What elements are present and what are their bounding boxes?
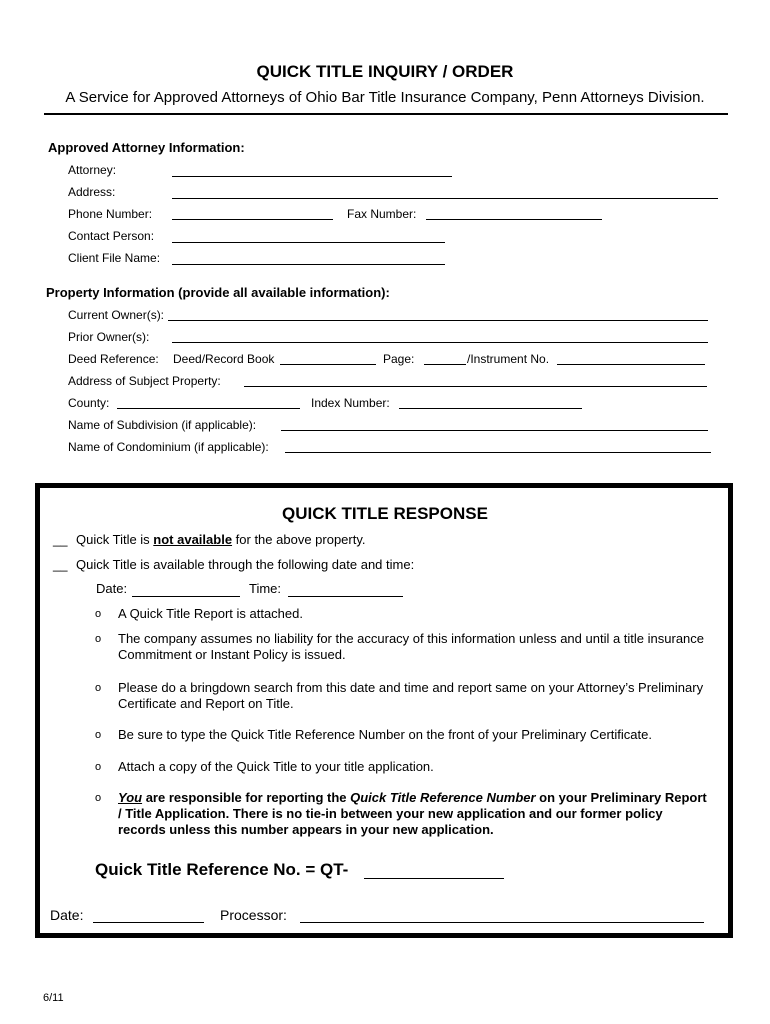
address-label: Address:	[68, 185, 116, 199]
prior-owner-label: Prior Owner(s):	[68, 330, 150, 344]
subject-address-field[interactable]	[244, 386, 707, 387]
bullet-marker: o	[95, 633, 102, 645]
phone-field[interactable]	[172, 219, 333, 220]
condominium-field[interactable]	[285, 452, 711, 453]
page-label: Page:	[383, 352, 415, 366]
bullet-no-liability: The company assumes no liability for the accuracy of this information unless and until a title insurance Commitment or Instant Policy is issued.	[118, 631, 705, 662]
available-text: Quick Title is available through the following date and time:	[76, 557, 415, 572]
bullet-type-reference: Be sure to type the Quick Title Reference Number on the front of your Preliminary Certificate.	[118, 727, 652, 742]
subdivision-label: Name of Subdivision (if applicable):	[68, 418, 257, 432]
footer-date-field[interactable]	[93, 922, 204, 923]
bullet-bringdown-search: Please do a bringdown search from this date and time and report same on your Attorney’s Preliminary Certificate and Report on Title.	[118, 680, 704, 711]
response-title: QUICK TITLE RESPONSE	[282, 504, 488, 523]
contact-person-label: Contact Person:	[68, 229, 155, 243]
attorney-field[interactable]	[172, 176, 452, 177]
processor-label: Processor:	[220, 907, 287, 923]
form-revision: 6/11	[43, 992, 64, 1004]
not-available-text: Quick Title is not available for the above property.	[76, 532, 366, 547]
response-date-label: Date:	[96, 581, 128, 596]
county-label: County:	[68, 396, 110, 410]
condominium-label: Name of Condominium (if applicable):	[68, 440, 269, 454]
header-divider	[44, 113, 728, 115]
reference-number-label: Quick Title Reference No. = QT-	[95, 860, 349, 879]
property-section-heading: Property Information (provide all available information):	[46, 285, 390, 300]
form-subtitle: A Service for Approved Attorneys of Ohio Bar Title Insurance Company, Penn Attorneys Division.	[65, 89, 705, 106]
bullet-marker: o	[95, 682, 102, 694]
response-time-field[interactable]	[288, 596, 403, 597]
address-field[interactable]	[172, 198, 718, 199]
current-owner-field[interactable]	[168, 320, 708, 321]
bullet-responsibility: You are responsible for reporting the Quick Title Reference Number on your Preliminary Report / Title Application. There is no tie-in between your new application and our former policy records unless this number appears in your new application.	[118, 790, 707, 837]
fax-field[interactable]	[426, 219, 602, 220]
index-number-field[interactable]	[399, 408, 582, 409]
processor-field[interactable]	[300, 922, 704, 923]
phone-label: Phone Number:	[68, 207, 153, 221]
bullet-marker: o	[95, 792, 102, 804]
response-time-label: Time:	[249, 581, 282, 596]
county-field[interactable]	[117, 408, 300, 409]
bullet-marker: o	[95, 608, 102, 620]
contact-person-field[interactable]	[172, 242, 445, 243]
instrument-field[interactable]	[557, 364, 705, 365]
bullet-marker: o	[95, 729, 102, 741]
current-owner-label: Current Owner(s):	[68, 308, 165, 322]
form-title: QUICK TITLE INQUIRY / ORDER	[256, 62, 514, 81]
deed-reference-label: Deed Reference:	[68, 352, 159, 366]
attorney-label: Attorney:	[68, 163, 117, 177]
not-available-emphasis: not available	[153, 532, 233, 547]
client-file-label: Client File Name:	[68, 251, 161, 265]
client-file-field[interactable]	[172, 264, 445, 265]
footer-date-label: Date:	[50, 907, 84, 923]
bullet-report-attached: A Quick Title Report is attached.	[118, 606, 303, 621]
bullet-attach-copy: Attach a copy of the Quick Title to your title application.	[118, 759, 434, 774]
you-emphasis: You	[118, 790, 143, 805]
reference-number-field[interactable]	[364, 878, 504, 879]
deed-book-field[interactable]	[280, 364, 376, 365]
prior-owner-field[interactable]	[172, 342, 708, 343]
fax-label: Fax Number:	[347, 207, 417, 221]
index-number-label: Index Number:	[311, 396, 390, 410]
not-available-checkbox[interactable]: __	[53, 532, 68, 547]
instrument-label: /Instrument No.	[467, 352, 550, 366]
available-checkbox[interactable]: __	[53, 557, 68, 572]
subdivision-field[interactable]	[281, 430, 708, 431]
page-field[interactable]	[424, 364, 466, 365]
reference-number-emphasis: Quick Title Reference Number	[350, 790, 536, 805]
subject-address-label: Address of Subject Property:	[68, 374, 221, 388]
bullet-marker: o	[95, 761, 102, 773]
attorney-section-heading: Approved Attorney Information:	[48, 140, 245, 155]
response-date-field[interactable]	[132, 596, 240, 597]
deed-book-label: Deed/Record Book	[173, 352, 275, 366]
